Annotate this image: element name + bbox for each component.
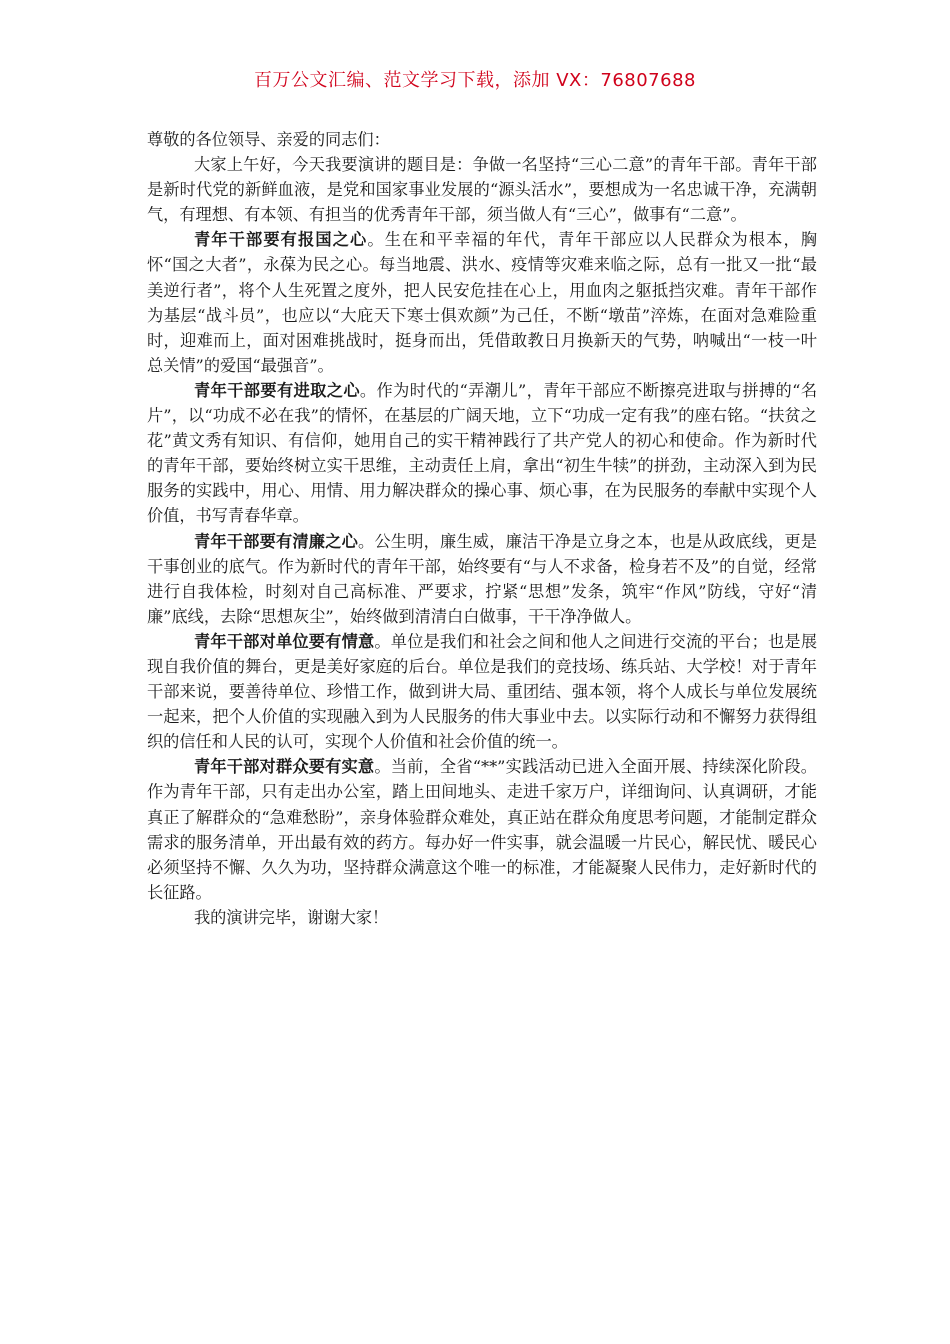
salutation: 尊敬的各位领导、亲爱的同志们：: [147, 130, 390, 149]
section-lead: 青年干部对群众要有实意: [193, 757, 375, 777]
section-body: 。作为时代的“弄潮儿”，青年干部应不断擦亮进取与拼搏的“名片”，以“功成不必在我”的情怀，在基层的广阔天地，立下“功成一定有我”的座右铭。“扶贫之花”黄文秀有知识、有信仰，她用自己的实干精神践行了共产党人的初心和使命。作为新时代的青年干部，要始终树立实干思维，主动责任上肩，拿出“初生牛犊”的拼劲，主动深入到为民服务的实践中，用心、用情、用力解决群众的操心事、烦心事，在为民服务的奉献中实现个人价值，书写青春华章。: [147, 380, 818, 526]
header-banner: 百万公文汇编、范文学习下载，添加 VX：76807688: [254, 70, 696, 91]
section-body: 。当前，全省“**”实践活动已进入全面开展、持续深化阶段。作为青年干部，只有走出办公室，踏上田间地头、走进千家万户，详细询问、认真调研，才能真正了解群众的“急难愁盼”，亲身体验群众难处，真正站在群众角度思考问题，才能制定群众需求的服务清单，开出最有效的药方。每办好一件实事，就会温暖一片民心，解民忧、暖民心必须坚持不懈、久久为功，坚持群众满意这个唯一的标准，才能凝聚人民伟力，走好新时代的长征路。: [147, 757, 817, 902]
section-paragraph: [147, 629, 817, 754]
document-body: [147, 127, 817, 930]
section-paragraph: [147, 529, 817, 629]
section-lead: 青年干部要有报国之心: [193, 230, 368, 250]
section-lead: 青年干部要有进取之心: [193, 380, 360, 400]
section-body: 。单位是我们和社会之间和他人之间进行交流的平台；也是展现自我价值的舞台，更是美好家庭的后台。单位是我们的竞技场、练兵站、大学校！对于青年干部来说，要善待单位、珍惜工作，做到讲大局、重团结、强本领，将个人成长与单位发展统一起来，把个人价值的实现融入到为人民服务的伟大事业中去。以实际行动和不懈努力获得组织的信任和人民的认可，实现个人价值和社会价值的统一。: [147, 631, 818, 752]
intro-paragraph: 大家上午好，今天我要演讲的题目是：争做一名坚持“三心二意”的青年干部。青年干部是新时代党的新鲜血液，是党和国家事业发展的“源头活水”，要想成为一名忠诚干净，充满朝气，有理想、有本领、有担当的优秀青年干部，须当做人有“三心”，做事有“二意”。: [147, 155, 817, 225]
section-lead: 青年干部要有清廉之心: [193, 531, 358, 551]
section-paragraph: [147, 227, 817, 378]
section-body: 。公生明，廉生威，廉洁干净是立身之本，也是从政底线，更是干事创业的底气。作为新时代的青年干部，始终要有“与人不求备，检身若不及”的自觉，经常进行自我体检，时刻对自己高标准、严要求，拧紧“思想”发条，筑牢“作风”防线，守好“清廉”底线，去除“思想灰尘”，始终做到清清白白做事，干干净净做人。: [147, 531, 818, 626]
section-body: 。生在和平幸福的年代，青年干部应以人民群众为根本，胸怀“国之大者”，永葆为民之心。每当地震、洪水、疫情等灾难来临之际，总有一批又一批“最美逆行者”，将个人生死置之度外，把人民安危挂在心上，用血肉之躯抵挡灾难。青年干部作为基层“战斗员”，也应以“大庇天下寒士俱欢颜”为己任，不断“墩苗”淬炼，在面对急难险重时，迎难而上，面对困难挑战时，挺身而出，凭借敢教日月换新天的气势，呐喊出“一枝一叶总关情”的爱国“最强音”。: [147, 230, 818, 375]
section-paragraph: [147, 754, 817, 905]
section-lead: 青年干部对单位要有情意: [193, 631, 375, 651]
closing-paragraph: 我的演讲完毕，谢谢大家！: [193, 907, 389, 927]
section-paragraph: [147, 378, 817, 529]
